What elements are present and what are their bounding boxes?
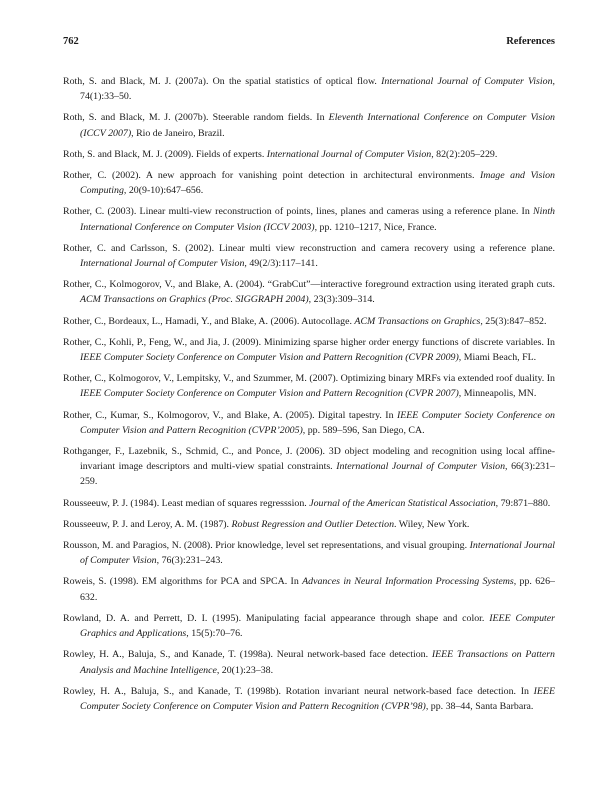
reference-venue: IEEE Computer Society Conference on Computer Vision and Pattern Recognition (CVPR 2009) [80, 352, 459, 364]
reference-venue: Image and Vision Computing [80, 170, 555, 197]
reference-details: , 20(1):23–38. [216, 664, 274, 676]
section-title: References [506, 36, 555, 47]
reference-details: , pp. 38–44, Santa Barbara. [425, 700, 534, 712]
reference-entry [63, 517, 555, 532]
reference-text: Rother, C. (2003). Linear multi-view reconstruction of points, lines, planes and cameras using a reference plane. In [63, 206, 534, 218]
reference-entry [63, 684, 555, 714]
reference-details: , 20(9-10):647–656. [123, 185, 204, 197]
reference-details: , 15(5):70–76. [186, 628, 243, 640]
reference-details: , 49(2/3):117–141. [244, 258, 318, 270]
reference-venue: IEEE Transactions on Pattern Analysis and Machine Intelligence [80, 649, 555, 676]
reference-text: Roth, S. and Black, M. J. (2007a). On the spatial statistics of optical flow. [63, 76, 382, 87]
reference-details: , Minneapolis, MN. [458, 388, 537, 400]
reference-text: Rousson, M. and Paragios, N. (2008). Prior knowledge, level set representations, and visual grouping. [63, 540, 470, 552]
reference-venue: ACM Transactions on Graphics (Proc. SIGGRAPH 2004) [80, 294, 309, 306]
reference-details: , pp. 589–596, San Diego, CA. [302, 424, 425, 436]
reference-entry [63, 496, 555, 511]
reference-venue: IEEE Computer Society Conference on Computer Vision and Pattern Recognition (CVPR’2005) [80, 409, 555, 436]
reference-text: Rowley, H. A., Baluja, S., and Kanade, T. (1998a). Neural network-based face detection. [63, 649, 432, 661]
reference-venue: Journal of the American Statistical Association [309, 497, 496, 509]
reference-entry [63, 277, 555, 307]
reference-venue: International Journal of Computer Vision [266, 148, 432, 160]
reference-entry [63, 538, 555, 568]
reference-details: , pp. 1210–1217, Nice, France. [314, 221, 437, 233]
reference-text: Roth, S. and Black, M. J. (2007b). Steerable random fields. In [63, 112, 329, 124]
page-number: 762 [63, 36, 79, 47]
reference-venue: International Journal of Computer Vision [336, 461, 506, 473]
reference-details: , Miami Beach, FL. [458, 352, 537, 364]
reference-venue: IEEE Computer Society Conference on Computer Vision and Pattern Recognition (CVPR 2007) [80, 388, 459, 400]
reference-text: Rother, C. and Carlsson, S. (2002). Linear multi view reconstruction and camera recovery using a reference plane. [63, 242, 555, 254]
reference-text: Rothganger, F., Lazebnik, S., Schmid, C., and Ponce, J. (2006). 3D object modeling and recognition using local affine-invariant image descriptors and multi-view spatial constraints. [63, 446, 555, 473]
reference-text: Rother, C., Bordeaux, L., Hamadi, Y., and Blake, A. (2006). Autocollage. [63, 315, 355, 327]
reference-text: Rother, C., Kohli, P., Feng, W., and Jia, J. (2009). Minimizing sparse higher order energy functions of discrete variables. In [63, 336, 555, 348]
reference-entry [63, 371, 555, 401]
reference-entry [63, 408, 555, 438]
reference-venue: IEEE Computer Society Conference on Computer Vision and Pattern Recognition (CVPR’98) [80, 685, 555, 712]
page [63, 36, 555, 720]
reference-entry [63, 611, 555, 641]
reference-details: , 25(3):847–852. [480, 315, 547, 327]
reference-text: Rother, C., Kolmogorov, V., Lempitsky, V., and Szummer, M. (2007). Optimizing binary MRFs via extended roof duality. In [63, 373, 555, 385]
reference-text: Rother, C. (2002). A new approach for vanishing point detection in architectural environments. [63, 170, 480, 182]
reference-details: , 76(3):231–243. [156, 555, 223, 567]
reference-entry [63, 574, 555, 604]
reference-text: Rousseeuw, P. J. (1984). Least median of squares regresssion. [63, 497, 310, 509]
reference-text: Rowley, H. A., Baluja, S., and Kanade, T. (1998b). Rotation invariant neural network-based face detection. In [63, 685, 534, 697]
reference-entry [63, 335, 555, 365]
reference-text: Rowland, D. A. and Perrett, D. I. (1995). Manipulating facial appearance through shape and color. [63, 612, 490, 624]
reference-venue: International Journal of Computer Vision [381, 76, 553, 87]
reference-details: , 66(3):231–259. [80, 461, 555, 488]
reference-entry [63, 110, 555, 140]
reference-list [63, 74, 555, 714]
reference-venue: International Journal of Computer Vision [80, 540, 556, 567]
reference-text: Roth, S. and Black, M. J. (2009). Fields of experts. [63, 148, 267, 160]
running-header [63, 36, 555, 50]
reference-venue: Ninth International Conference on Computer Vision (ICCV 2003) [80, 206, 555, 233]
reference-venue: IEEE Computer Graphics and Applications [80, 612, 555, 640]
reference-details: , 74(1):33–50. [80, 76, 555, 103]
reference-entry [63, 74, 555, 104]
reference-venue: Robust Regression and Outlier Detection [231, 518, 395, 530]
reference-entry [63, 147, 555, 162]
reference-entry [63, 314, 555, 329]
reference-venue: ACM Transactions on Graphics [354, 315, 481, 327]
reference-text: Rother, C., Kolmogorov, V., and Blake, A. (2004). “GrabCut”—interactive foreground extraction using iterated graph cuts. [63, 279, 555, 291]
reference-venue: International Journal of Computer Vision [80, 258, 245, 270]
reference-text: Roweis, S. (1998). EM algorithms for PCA and SPCA. In [63, 576, 303, 588]
reference-details: , Rio de Janeiro, Brazil. [131, 127, 225, 139]
reference-entry [63, 241, 555, 271]
reference-entry [63, 444, 555, 490]
reference-text: Rother, C., Kumar, S., Kolmogorov, V., and Blake, A. (2005). Digital tapestry. In [63, 409, 397, 421]
reference-entry [63, 647, 555, 677]
reference-details: , 82(2):205–229. [431, 148, 498, 160]
reference-entry [63, 204, 555, 234]
reference-details: , pp. 626–632. [80, 576, 555, 603]
reference-details: . Wiley, New York. [394, 518, 470, 530]
reference-text: Rousseeuw, P. J. and Leroy, A. M. (1987). [63, 518, 232, 530]
reference-details: , 23(3):309–314. [308, 294, 375, 306]
reference-entry [63, 168, 555, 198]
reference-venue: Advances in Neural Information Processing Systems [302, 576, 514, 588]
reference-details: , 79:871–880. [495, 497, 551, 509]
reference-venue: Eleventh International Conference on Computer Vision (ICCV 2007) [80, 112, 555, 139]
